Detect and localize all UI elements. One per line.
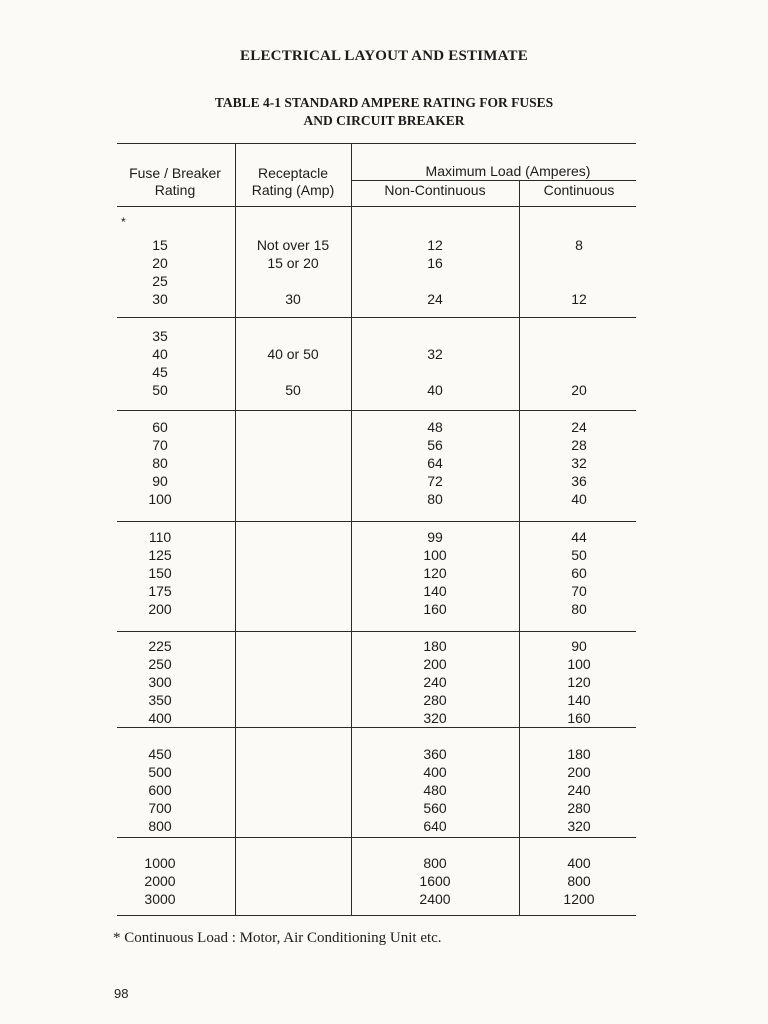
fuse-rating-cell: 125 [148, 547, 172, 563]
non-continuous-load-cell: 140 [423, 583, 447, 599]
header-receptacle-line-1: Receptacle [257, 165, 329, 181]
fuse-rating-cell: 40 [152, 346, 168, 362]
fuse-rating-cell: 35 [152, 328, 168, 344]
continuous-load-cell: 24 [571, 419, 587, 435]
continuous-load-cell: 28 [571, 437, 587, 453]
table-title-line-1: TABLE 4-1 STANDARD AMPERE RATING FOR FUSES [214, 95, 554, 110]
continuous-load-cell: 32 [571, 455, 587, 471]
continuous-load-cell: 280 [567, 800, 591, 816]
continuous-load-cell: 40 [571, 491, 587, 507]
receptacle-rating-cell: 15 or 20 [267, 255, 319, 271]
fuse-rating-cell: 3000 [144, 891, 176, 907]
fuse-rating-cell: 1000 [144, 855, 176, 871]
header-receptacle-line-2: Rating (Amp) [251, 182, 335, 198]
continuous-load-cell: 36 [571, 473, 587, 489]
receptacle-rating-cell: 50 [285, 382, 301, 398]
header-fuse-line-2: Rating [154, 182, 196, 198]
continuous-load-cell: 140 [567, 692, 591, 708]
continuous-load-cell: 180 [567, 746, 591, 762]
non-continuous-load-cell: 2400 [419, 891, 451, 907]
header-receptacle-rating [237, 165, 349, 199]
non-continuous-load-cell: 80 [427, 491, 443, 507]
fuse-rating-cell: 225 [148, 638, 172, 654]
continuous-load-cell: 70 [571, 583, 587, 599]
non-continuous-load-cell: 100 [423, 547, 447, 563]
continuous-load-cell: 44 [571, 529, 587, 545]
continuous-load-cell: 8 [575, 237, 583, 253]
non-continuous-load-cell: 400 [423, 764, 447, 780]
fuse-rating-cell: 90 [152, 473, 168, 489]
fuse-rating-cell: 60 [152, 419, 168, 435]
fuse-rating-cell: 25 [152, 273, 168, 289]
fuse-rating-cell: 15 [152, 237, 168, 253]
continuous-load-cell: 320 [567, 818, 591, 834]
fuse-rating-cell: 600 [148, 782, 172, 798]
non-continuous-load-cell: 99 [427, 529, 443, 545]
receptacle-rating-cell: 40 or 50 [267, 346, 319, 362]
receptacle-rating-cell: Not over 15 [256, 237, 330, 253]
receptacle-rating-cell: 30 [285, 291, 301, 307]
non-continuous-load-cell: 72 [427, 473, 443, 489]
group-separator-3 [117, 521, 636, 522]
continuous-load-cell: 800 [567, 873, 591, 889]
non-continuous-load-cell: 24 [427, 291, 443, 307]
column-divider-3 [519, 180, 520, 916]
fuse-rating-cell: 450 [148, 746, 172, 762]
table-top-border [117, 143, 636, 144]
fuse-rating-cell: 200 [148, 601, 172, 617]
fuse-rating-cell: 50 [152, 382, 168, 398]
fuse-rating-cell: 250 [148, 656, 172, 672]
non-continuous-load-cell: 560 [423, 800, 447, 816]
header-bottom-border [117, 206, 636, 207]
non-continuous-load-cell: 280 [423, 692, 447, 708]
fuse-rating-cell: 110 [148, 529, 172, 545]
continuous-load-cell: 50 [571, 547, 587, 563]
fuse-rating-cell: 45 [152, 364, 168, 380]
group-separator-6 [117, 837, 636, 838]
continuous-load-cell: 120 [567, 674, 591, 690]
fuse-rating-cell: 700 [148, 800, 172, 816]
non-continuous-load-cell: 56 [427, 437, 443, 453]
group-separator-1 [117, 317, 636, 318]
fuse-rating-cell: 80 [152, 455, 168, 471]
non-continuous-load-cell: 800 [423, 855, 447, 871]
page-number: 98 [114, 986, 129, 1001]
continuous-load-cell: 400 [567, 855, 591, 871]
non-continuous-load-cell: 64 [427, 455, 443, 471]
non-continuous-load-cell: 120 [423, 565, 447, 581]
header-fuse-line-1: Fuse / Breaker [129, 165, 221, 181]
continuous-load-cell: 200 [567, 764, 591, 780]
fuse-rating-cell: 500 [148, 764, 172, 780]
header-maximum-load-rule [352, 180, 636, 181]
header-continuous: Continuous [543, 182, 615, 198]
non-continuous-load-cell: 360 [423, 746, 447, 762]
fuse-rating-cell: 400 [148, 710, 172, 726]
fuse-rating-cell: 350 [148, 692, 172, 708]
group-separator-2 [117, 410, 636, 411]
header-non-continuous: Non-Continuous [384, 182, 486, 198]
stray-asterisk: * [121, 215, 126, 229]
column-divider-1 [235, 143, 236, 916]
continuous-load-cell: 80 [571, 601, 587, 617]
fuse-rating-cell: 300 [148, 674, 172, 690]
fuse-rating-cell: 800 [148, 818, 172, 834]
table-bottom-border [117, 915, 636, 916]
header-fuse-rating [117, 165, 233, 199]
fuse-rating-cell: 70 [152, 437, 168, 453]
continuous-load-cell: 90 [571, 638, 587, 654]
fuse-rating-cell: 100 [148, 491, 172, 507]
continuous-load-cell: 1200 [563, 891, 595, 907]
continuous-load-cell: 240 [567, 782, 591, 798]
non-continuous-load-cell: 180 [423, 638, 447, 654]
fuse-rating-cell: 175 [148, 583, 172, 599]
non-continuous-load-cell: 1600 [419, 873, 451, 889]
non-continuous-load-cell: 480 [423, 782, 447, 798]
non-continuous-load-cell: 40 [427, 382, 443, 398]
table-title-line-2: AND CIRCUIT BREAKER [303, 113, 465, 128]
non-continuous-load-cell: 48 [427, 419, 443, 435]
non-continuous-load-cell: 16 [427, 255, 443, 271]
fuse-rating-cell: 20 [152, 255, 168, 271]
non-continuous-load-cell: 640 [423, 818, 447, 834]
non-continuous-load-cell: 320 [423, 710, 447, 726]
group-separator-5 [117, 727, 636, 728]
footnote: * Continuous Load : Motor, Air Conditioning Unit etc. [113, 930, 442, 946]
non-continuous-load-cell: 12 [427, 237, 443, 253]
non-continuous-load-cell: 240 [423, 674, 447, 690]
continuous-load-cell: 160 [567, 710, 591, 726]
header-maximum-load: Maximum Load (Amperes) [425, 163, 591, 179]
table-title [0, 94, 768, 130]
non-continuous-load-cell: 32 [427, 346, 443, 362]
continuous-load-cell: 20 [571, 382, 587, 398]
fuse-rating-cell: 2000 [144, 873, 176, 889]
continuous-load-cell: 12 [571, 291, 587, 307]
fuse-rating-cell: 150 [148, 565, 172, 581]
continuous-load-cell: 60 [571, 565, 587, 581]
non-continuous-load-cell: 160 [423, 601, 447, 617]
running-head: ELECTRICAL LAYOUT AND ESTIMATE [240, 48, 528, 64]
continuous-load-cell: 100 [567, 656, 591, 672]
non-continuous-load-cell: 200 [423, 656, 447, 672]
group-separator-4 [117, 631, 636, 632]
fuse-rating-cell: 30 [152, 291, 168, 307]
